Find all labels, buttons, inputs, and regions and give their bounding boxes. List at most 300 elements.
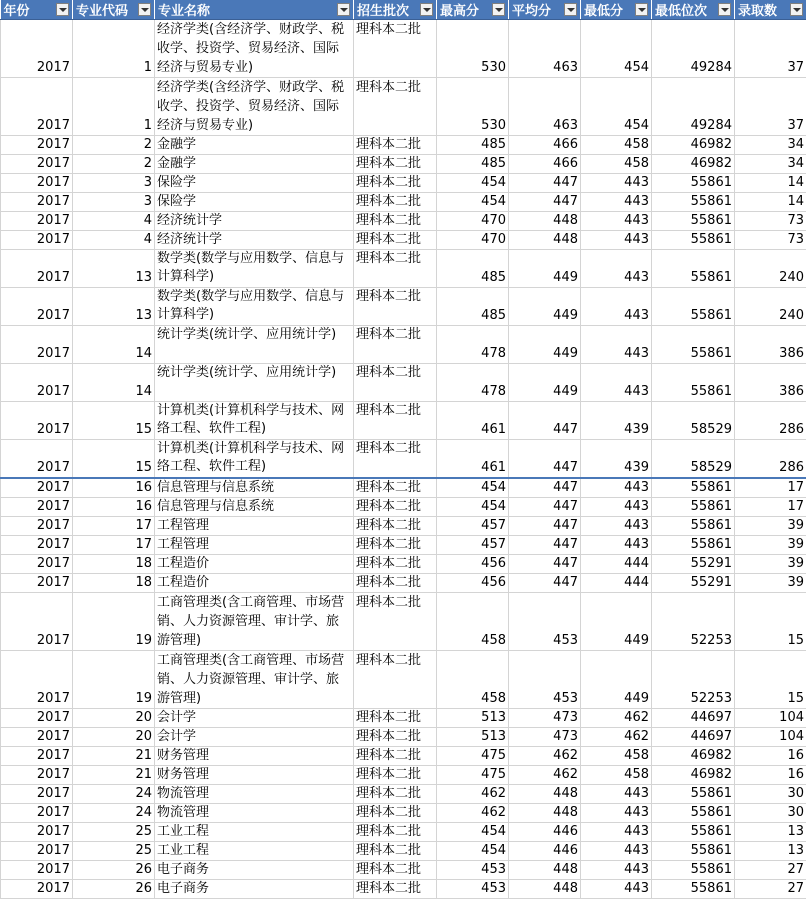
- cell-major-name[interactable]: 物流管理: [155, 785, 354, 804]
- cell-min-rank[interactable]: 55861: [652, 536, 735, 555]
- cell-max-score[interactable]: 461: [437, 440, 509, 479]
- cell-batch[interactable]: 理科本二批: [354, 231, 437, 250]
- cell-major-code[interactable]: 1: [73, 78, 155, 136]
- cell-batch[interactable]: 理科本二批: [354, 440, 437, 479]
- cell-min-rank[interactable]: 55861: [652, 174, 735, 193]
- cell-admit-count[interactable]: 73: [735, 212, 806, 231]
- header-min-rank[interactable]: 最低位次: [652, 0, 735, 20]
- cell-max-score[interactable]: 458: [437, 593, 509, 651]
- cell-year[interactable]: 2017: [1, 709, 73, 728]
- cell-min-rank[interactable]: 46982: [652, 766, 735, 785]
- cell-major-name[interactable]: 工业工程: [155, 823, 354, 842]
- cell-year[interactable]: 2017: [1, 804, 73, 823]
- cell-major-code[interactable]: 20: [73, 709, 155, 728]
- cell-admit-count[interactable]: 240: [735, 250, 806, 288]
- cell-major-name[interactable]: 财务管理: [155, 747, 354, 766]
- cell-admit-count[interactable]: 39: [735, 536, 806, 555]
- cell-min-score[interactable]: 458: [581, 747, 652, 766]
- cell-min-score[interactable]: 443: [581, 823, 652, 842]
- header-avg-score[interactable]: 平均分: [509, 0, 581, 20]
- cell-min-rank[interactable]: 55861: [652, 288, 735, 326]
- cell-max-score[interactable]: 454: [437, 478, 509, 498]
- cell-avg-score[interactable]: 449: [509, 326, 581, 364]
- cell-batch[interactable]: 理科本二批: [354, 136, 437, 155]
- cell-major-name[interactable]: 保险学: [155, 174, 354, 193]
- cell-max-score[interactable]: 478: [437, 326, 509, 364]
- cell-max-score[interactable]: 462: [437, 804, 509, 823]
- cell-major-code[interactable]: 17: [73, 536, 155, 555]
- cell-admit-count[interactable]: 16: [735, 747, 806, 766]
- cell-min-score[interactable]: 443: [581, 842, 652, 861]
- cell-min-rank[interactable]: 55861: [652, 231, 735, 250]
- cell-admit-count[interactable]: 15: [735, 651, 806, 709]
- cell-year[interactable]: 2017: [1, 231, 73, 250]
- header-max-score[interactable]: 最高分: [437, 0, 509, 20]
- cell-min-score[interactable]: 462: [581, 709, 652, 728]
- cell-min-rank[interactable]: 55861: [652, 193, 735, 212]
- cell-max-score[interactable]: 454: [437, 842, 509, 861]
- cell-batch[interactable]: 理科本二批: [354, 555, 437, 574]
- cell-max-score[interactable]: 456: [437, 574, 509, 593]
- cell-year[interactable]: 2017: [1, 593, 73, 651]
- cell-avg-score[interactable]: 463: [509, 20, 581, 78]
- cell-major-code[interactable]: 4: [73, 212, 155, 231]
- cell-max-score[interactable]: 530: [437, 20, 509, 78]
- cell-batch[interactable]: 理科本二批: [354, 326, 437, 364]
- cell-major-code[interactable]: 15: [73, 402, 155, 440]
- cell-min-score[interactable]: 439: [581, 402, 652, 440]
- cell-major-name[interactable]: 数学类(数学与应用数学、信息与计算科学): [155, 250, 354, 288]
- cell-avg-score[interactable]: 448: [509, 880, 581, 899]
- cell-max-score[interactable]: 513: [437, 728, 509, 747]
- cell-max-score[interactable]: 453: [437, 880, 509, 899]
- cell-major-code[interactable]: 18: [73, 555, 155, 574]
- cell-min-score[interactable]: 443: [581, 478, 652, 498]
- cell-min-rank[interactable]: 46982: [652, 747, 735, 766]
- cell-batch[interactable]: 理科本二批: [354, 728, 437, 747]
- cell-major-name[interactable]: 经济统计学: [155, 231, 354, 250]
- cell-batch[interactable]: 理科本二批: [354, 288, 437, 326]
- cell-max-score[interactable]: 454: [437, 498, 509, 517]
- cell-year[interactable]: 2017: [1, 364, 73, 402]
- filter-dropdown-icon[interactable]: [564, 3, 577, 16]
- cell-year[interactable]: 2017: [1, 651, 73, 709]
- cell-batch[interactable]: 理科本二批: [354, 861, 437, 880]
- cell-major-name[interactable]: 工商管理类(含工商管理、市场营销、人力资源管理、审计学、旅游管理): [155, 651, 354, 709]
- cell-min-rank[interactable]: 55861: [652, 326, 735, 364]
- cell-major-code[interactable]: 3: [73, 193, 155, 212]
- cell-admit-count[interactable]: 39: [735, 574, 806, 593]
- filter-dropdown-icon[interactable]: [420, 3, 433, 16]
- cell-min-score[interactable]: 462: [581, 728, 652, 747]
- cell-major-name[interactable]: 金融学: [155, 155, 354, 174]
- cell-major-code[interactable]: 14: [73, 326, 155, 364]
- cell-min-rank[interactable]: 55861: [652, 804, 735, 823]
- cell-major-code[interactable]: 4: [73, 231, 155, 250]
- cell-min-score[interactable]: 439: [581, 440, 652, 479]
- cell-major-name[interactable]: 计算机类(计算机科学与技术、网络工程、软件工程): [155, 402, 354, 440]
- cell-min-rank[interactable]: 49284: [652, 20, 735, 78]
- cell-min-rank[interactable]: 52253: [652, 651, 735, 709]
- cell-admit-count[interactable]: 34: [735, 155, 806, 174]
- cell-admit-count[interactable]: 37: [735, 20, 806, 78]
- cell-max-score[interactable]: 478: [437, 364, 509, 402]
- cell-admit-count[interactable]: 30: [735, 804, 806, 823]
- cell-max-score[interactable]: 530: [437, 78, 509, 136]
- cell-major-code[interactable]: 13: [73, 288, 155, 326]
- cell-batch[interactable]: 理科本二批: [354, 250, 437, 288]
- cell-min-score[interactable]: 454: [581, 78, 652, 136]
- cell-year[interactable]: 2017: [1, 20, 73, 78]
- cell-batch[interactable]: 理科本二批: [354, 842, 437, 861]
- cell-batch[interactable]: 理科本二批: [354, 78, 437, 136]
- cell-admit-count[interactable]: 17: [735, 498, 806, 517]
- cell-avg-score[interactable]: 466: [509, 136, 581, 155]
- cell-admit-count[interactable]: 30: [735, 785, 806, 804]
- cell-major-code[interactable]: 24: [73, 804, 155, 823]
- cell-year[interactable]: 2017: [1, 842, 73, 861]
- cell-admit-count[interactable]: 13: [735, 842, 806, 861]
- cell-admit-count[interactable]: 286: [735, 402, 806, 440]
- cell-admit-count[interactable]: 27: [735, 861, 806, 880]
- cell-year[interactable]: 2017: [1, 785, 73, 804]
- cell-min-rank[interactable]: 49284: [652, 78, 735, 136]
- cell-major-code[interactable]: 2: [73, 136, 155, 155]
- header-year[interactable]: 年份: [1, 0, 73, 20]
- cell-max-score[interactable]: 457: [437, 536, 509, 555]
- cell-batch[interactable]: 理科本二批: [354, 498, 437, 517]
- cell-avg-score[interactable]: 447: [509, 402, 581, 440]
- cell-avg-score[interactable]: 449: [509, 250, 581, 288]
- cell-min-rank[interactable]: 55861: [652, 250, 735, 288]
- cell-year[interactable]: 2017: [1, 78, 73, 136]
- cell-min-score[interactable]: 443: [581, 364, 652, 402]
- cell-major-code[interactable]: 17: [73, 517, 155, 536]
- cell-major-code[interactable]: 26: [73, 880, 155, 899]
- cell-major-code[interactable]: 19: [73, 651, 155, 709]
- cell-year[interactable]: 2017: [1, 747, 73, 766]
- cell-batch[interactable]: 理科本二批: [354, 517, 437, 536]
- cell-batch[interactable]: 理科本二批: [354, 880, 437, 899]
- cell-year[interactable]: 2017: [1, 517, 73, 536]
- cell-year[interactable]: 2017: [1, 174, 73, 193]
- cell-major-code[interactable]: 25: [73, 823, 155, 842]
- cell-admit-count[interactable]: 39: [735, 517, 806, 536]
- cell-max-score[interactable]: 453: [437, 861, 509, 880]
- cell-major-name[interactable]: 经济学类(含经济学、财政学、税收学、投资学、贸易经济、国际经济与贸易专业): [155, 78, 354, 136]
- cell-admit-count[interactable]: 286: [735, 440, 806, 479]
- cell-avg-score[interactable]: 449: [509, 288, 581, 326]
- cell-major-name[interactable]: 工程管理: [155, 536, 354, 555]
- cell-avg-score[interactable]: 448: [509, 785, 581, 804]
- cell-major-name[interactable]: 财务管理: [155, 766, 354, 785]
- cell-year[interactable]: 2017: [1, 861, 73, 880]
- cell-batch[interactable]: 理科本二批: [354, 155, 437, 174]
- cell-min-rank[interactable]: 52253: [652, 593, 735, 651]
- cell-max-score[interactable]: 461: [437, 402, 509, 440]
- filter-dropdown-icon[interactable]: [635, 3, 648, 16]
- cell-major-code[interactable]: 24: [73, 785, 155, 804]
- cell-avg-score[interactable]: 462: [509, 766, 581, 785]
- cell-avg-score[interactable]: 449: [509, 364, 581, 402]
- cell-avg-score[interactable]: 473: [509, 709, 581, 728]
- cell-min-score[interactable]: 443: [581, 517, 652, 536]
- cell-year[interactable]: 2017: [1, 574, 73, 593]
- cell-major-name[interactable]: 统计学类(统计学、应用统计学): [155, 364, 354, 402]
- header-major-name[interactable]: 专业名称: [155, 0, 354, 20]
- cell-major-name[interactable]: 信息管理与信息系统: [155, 498, 354, 517]
- filter-dropdown-icon[interactable]: [56, 3, 69, 16]
- cell-min-score[interactable]: 443: [581, 880, 652, 899]
- cell-min-rank[interactable]: 55861: [652, 364, 735, 402]
- cell-min-rank[interactable]: 46982: [652, 136, 735, 155]
- cell-major-code[interactable]: 21: [73, 747, 155, 766]
- cell-max-score[interactable]: 485: [437, 288, 509, 326]
- cell-admit-count[interactable]: 17: [735, 478, 806, 498]
- cell-min-score[interactable]: 443: [581, 861, 652, 880]
- cell-major-code[interactable]: 20: [73, 728, 155, 747]
- cell-max-score[interactable]: 454: [437, 174, 509, 193]
- cell-avg-score[interactable]: 463: [509, 78, 581, 136]
- cell-major-name[interactable]: 金融学: [155, 136, 354, 155]
- cell-max-score[interactable]: 485: [437, 250, 509, 288]
- cell-batch[interactable]: 理科本二批: [354, 593, 437, 651]
- cell-avg-score[interactable]: 462: [509, 747, 581, 766]
- cell-year[interactable]: 2017: [1, 250, 73, 288]
- cell-avg-score[interactable]: 447: [509, 498, 581, 517]
- cell-batch[interactable]: 理科本二批: [354, 536, 437, 555]
- cell-min-score[interactable]: 443: [581, 193, 652, 212]
- cell-min-score[interactable]: 443: [581, 250, 652, 288]
- cell-max-score[interactable]: 485: [437, 136, 509, 155]
- cell-major-name[interactable]: 保险学: [155, 193, 354, 212]
- cell-min-rank[interactable]: 55861: [652, 785, 735, 804]
- cell-min-score[interactable]: 443: [581, 174, 652, 193]
- cell-major-name[interactable]: 工业工程: [155, 842, 354, 861]
- cell-avg-score[interactable]: 446: [509, 842, 581, 861]
- header-admit-count[interactable]: 录取数: [735, 0, 806, 20]
- cell-batch[interactable]: 理科本二批: [354, 364, 437, 402]
- cell-major-name[interactable]: 计算机类(计算机科学与技术、网络工程、软件工程): [155, 440, 354, 479]
- cell-max-score[interactable]: 454: [437, 193, 509, 212]
- cell-batch[interactable]: 理科本二批: [354, 193, 437, 212]
- cell-batch[interactable]: 理科本二批: [354, 402, 437, 440]
- cell-admit-count[interactable]: 14: [735, 174, 806, 193]
- cell-major-code[interactable]: 14: [73, 364, 155, 402]
- cell-admit-count[interactable]: 386: [735, 364, 806, 402]
- cell-min-rank[interactable]: 46982: [652, 155, 735, 174]
- cell-min-rank[interactable]: 55861: [652, 880, 735, 899]
- cell-max-score[interactable]: 485: [437, 155, 509, 174]
- cell-major-name[interactable]: 物流管理: [155, 804, 354, 823]
- filter-dropdown-icon[interactable]: [718, 3, 731, 16]
- cell-major-code[interactable]: 16: [73, 498, 155, 517]
- cell-major-name[interactable]: 工商管理类(含工商管理、市场营销、人力资源管理、审计学、旅游管理): [155, 593, 354, 651]
- cell-year[interactable]: 2017: [1, 193, 73, 212]
- filter-dropdown-icon[interactable]: [138, 3, 151, 16]
- cell-year[interactable]: 2017: [1, 212, 73, 231]
- cell-major-code[interactable]: 2: [73, 155, 155, 174]
- cell-min-score[interactable]: 449: [581, 651, 652, 709]
- cell-min-score[interactable]: 458: [581, 136, 652, 155]
- cell-min-score[interactable]: 444: [581, 555, 652, 574]
- cell-admit-count[interactable]: 386: [735, 326, 806, 364]
- cell-major-name[interactable]: 数学类(数学与应用数学、信息与计算科学): [155, 288, 354, 326]
- cell-avg-score[interactable]: 447: [509, 478, 581, 498]
- cell-max-score[interactable]: 454: [437, 823, 509, 842]
- cell-batch[interactable]: 理科本二批: [354, 804, 437, 823]
- cell-major-name[interactable]: 会计学: [155, 709, 354, 728]
- cell-year[interactable]: 2017: [1, 288, 73, 326]
- cell-major-name[interactable]: 工程造价: [155, 555, 354, 574]
- cell-year[interactable]: 2017: [1, 555, 73, 574]
- cell-avg-score[interactable]: 466: [509, 155, 581, 174]
- cell-min-score[interactable]: 443: [581, 288, 652, 326]
- cell-batch[interactable]: 理科本二批: [354, 478, 437, 498]
- cell-major-code[interactable]: 16: [73, 478, 155, 498]
- cell-max-score[interactable]: 456: [437, 555, 509, 574]
- cell-admit-count[interactable]: 27: [735, 880, 806, 899]
- cell-min-rank[interactable]: 58529: [652, 402, 735, 440]
- cell-admit-count[interactable]: 14: [735, 193, 806, 212]
- cell-year[interactable]: 2017: [1, 440, 73, 479]
- header-major-code[interactable]: 专业代码: [73, 0, 155, 20]
- cell-min-rank[interactable]: 55291: [652, 574, 735, 593]
- cell-year[interactable]: 2017: [1, 326, 73, 364]
- cell-major-name[interactable]: 经济统计学: [155, 212, 354, 231]
- cell-major-code[interactable]: 19: [73, 593, 155, 651]
- cell-major-name[interactable]: 工程造价: [155, 574, 354, 593]
- cell-major-code[interactable]: 15: [73, 440, 155, 479]
- cell-batch[interactable]: 理科本二批: [354, 20, 437, 78]
- cell-year[interactable]: 2017: [1, 155, 73, 174]
- cell-min-score[interactable]: 449: [581, 593, 652, 651]
- cell-min-rank[interactable]: 55861: [652, 823, 735, 842]
- cell-batch[interactable]: 理科本二批: [354, 766, 437, 785]
- cell-year[interactable]: 2017: [1, 478, 73, 498]
- cell-major-name[interactable]: 经济学类(含经济学、财政学、税收学、投资学、贸易经济、国际经济与贸易专业): [155, 20, 354, 78]
- header-min-score[interactable]: 最低分: [581, 0, 652, 20]
- cell-min-score[interactable]: 458: [581, 155, 652, 174]
- cell-admit-count[interactable]: 15: [735, 593, 806, 651]
- cell-major-name[interactable]: 工程管理: [155, 517, 354, 536]
- cell-min-score[interactable]: 443: [581, 231, 652, 250]
- cell-min-score[interactable]: 443: [581, 804, 652, 823]
- cell-batch[interactable]: 理科本二批: [354, 174, 437, 193]
- cell-year[interactable]: 2017: [1, 766, 73, 785]
- header-batch[interactable]: 招生批次: [354, 0, 437, 20]
- cell-avg-score[interactable]: 473: [509, 728, 581, 747]
- cell-year[interactable]: 2017: [1, 536, 73, 555]
- cell-admit-count[interactable]: 240: [735, 288, 806, 326]
- cell-min-score[interactable]: 444: [581, 574, 652, 593]
- cell-batch[interactable]: 理科本二批: [354, 574, 437, 593]
- cell-major-name[interactable]: 会计学: [155, 728, 354, 747]
- cell-admit-count[interactable]: 39: [735, 555, 806, 574]
- cell-min-rank[interactable]: 55861: [652, 478, 735, 498]
- cell-avg-score[interactable]: 447: [509, 574, 581, 593]
- cell-min-rank[interactable]: 55291: [652, 555, 735, 574]
- cell-batch[interactable]: 理科本二批: [354, 212, 437, 231]
- cell-avg-score[interactable]: 453: [509, 593, 581, 651]
- cell-max-score[interactable]: 462: [437, 785, 509, 804]
- cell-admit-count[interactable]: 104: [735, 728, 806, 747]
- cell-min-rank[interactable]: 44697: [652, 709, 735, 728]
- filter-dropdown-icon[interactable]: [492, 3, 505, 16]
- cell-major-code[interactable]: 3: [73, 174, 155, 193]
- cell-min-score[interactable]: 443: [581, 536, 652, 555]
- cell-major-code[interactable]: 25: [73, 842, 155, 861]
- cell-min-rank[interactable]: 58529: [652, 440, 735, 479]
- cell-min-score[interactable]: 443: [581, 498, 652, 517]
- cell-major-code[interactable]: 21: [73, 766, 155, 785]
- cell-min-rank[interactable]: 55861: [652, 212, 735, 231]
- cell-year[interactable]: 2017: [1, 402, 73, 440]
- cell-max-score[interactable]: 470: [437, 212, 509, 231]
- cell-batch[interactable]: 理科本二批: [354, 823, 437, 842]
- cell-major-code[interactable]: 13: [73, 250, 155, 288]
- cell-min-score[interactable]: 454: [581, 20, 652, 78]
- cell-avg-score[interactable]: 448: [509, 212, 581, 231]
- cell-year[interactable]: 2017: [1, 136, 73, 155]
- filter-dropdown-icon[interactable]: [790, 3, 803, 16]
- cell-max-score[interactable]: 475: [437, 766, 509, 785]
- cell-avg-score[interactable]: 448: [509, 231, 581, 250]
- cell-max-score[interactable]: 458: [437, 651, 509, 709]
- cell-avg-score[interactable]: 448: [509, 804, 581, 823]
- cell-min-rank[interactable]: 44697: [652, 728, 735, 747]
- cell-major-name[interactable]: 电子商务: [155, 880, 354, 899]
- cell-admit-count[interactable]: 104: [735, 709, 806, 728]
- cell-avg-score[interactable]: 447: [509, 440, 581, 479]
- cell-year[interactable]: 2017: [1, 823, 73, 842]
- cell-batch[interactable]: 理科本二批: [354, 747, 437, 766]
- cell-major-code[interactable]: 18: [73, 574, 155, 593]
- cell-batch[interactable]: 理科本二批: [354, 785, 437, 804]
- cell-major-code[interactable]: 26: [73, 861, 155, 880]
- cell-major-name[interactable]: 电子商务: [155, 861, 354, 880]
- cell-admit-count[interactable]: 13: [735, 823, 806, 842]
- cell-admit-count[interactable]: 16: [735, 766, 806, 785]
- cell-avg-score[interactable]: 447: [509, 193, 581, 212]
- cell-min-rank[interactable]: 55861: [652, 517, 735, 536]
- cell-admit-count[interactable]: 73: [735, 231, 806, 250]
- cell-year[interactable]: 2017: [1, 498, 73, 517]
- cell-major-name[interactable]: 信息管理与信息系统: [155, 478, 354, 498]
- cell-avg-score[interactable]: 447: [509, 517, 581, 536]
- cell-avg-score[interactable]: 447: [509, 536, 581, 555]
- cell-min-score[interactable]: 443: [581, 785, 652, 804]
- cell-batch[interactable]: 理科本二批: [354, 651, 437, 709]
- cell-max-score[interactable]: 457: [437, 517, 509, 536]
- cell-avg-score[interactable]: 448: [509, 861, 581, 880]
- cell-major-code[interactable]: 1: [73, 20, 155, 78]
- cell-batch[interactable]: 理科本二批: [354, 709, 437, 728]
- cell-min-score[interactable]: 443: [581, 212, 652, 231]
- cell-admit-count[interactable]: 37: [735, 78, 806, 136]
- cell-min-score[interactable]: 458: [581, 766, 652, 785]
- cell-max-score[interactable]: 470: [437, 231, 509, 250]
- cell-min-rank[interactable]: 55861: [652, 861, 735, 880]
- filter-dropdown-icon[interactable]: [337, 3, 350, 16]
- cell-major-name[interactable]: 统计学类(统计学、应用统计学): [155, 326, 354, 364]
- cell-admit-count[interactable]: 34: [735, 136, 806, 155]
- cell-avg-score[interactable]: 447: [509, 174, 581, 193]
- cell-avg-score[interactable]: 446: [509, 823, 581, 842]
- cell-avg-score[interactable]: 447: [509, 555, 581, 574]
- cell-min-score[interactable]: 443: [581, 326, 652, 364]
- cell-min-rank[interactable]: 55861: [652, 842, 735, 861]
